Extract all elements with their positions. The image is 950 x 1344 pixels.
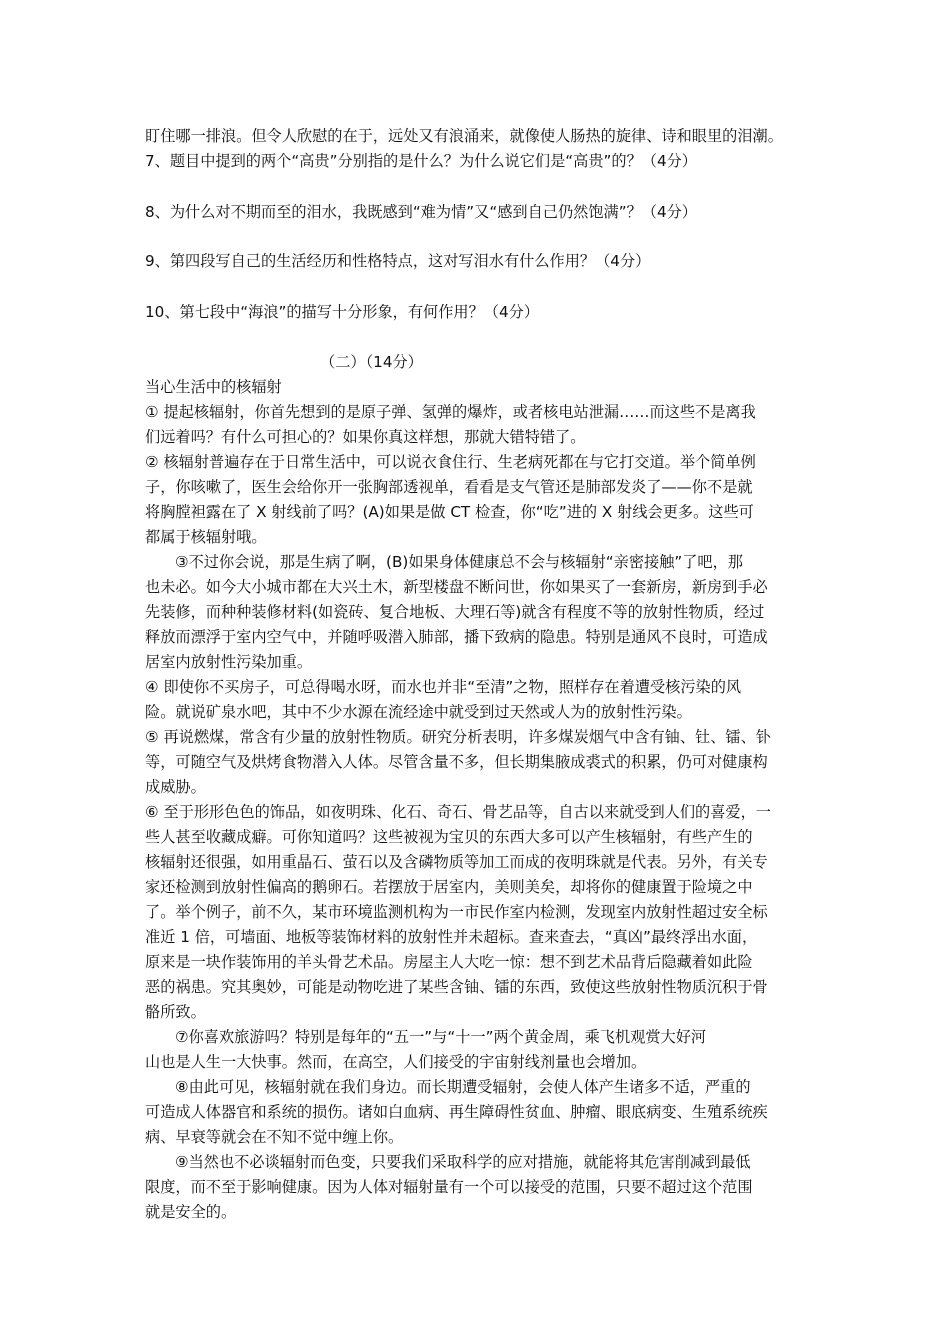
intro-line: 盯住哪一排浪。但令人欣慰的在于，远处又有浪涌来，就像使人肠热的旋律、诗和眼里的泪潮。 — [145, 127, 783, 145]
question-9: 9、第四段写自己的生活经历和性格特点，这对写泪水有什么作用？（4分） — [145, 252, 651, 270]
paragraph-line: 将胸膛袒露在了 X 射线前了吗？(A)如果是做 CT 检查，你“吃”进的 X 射线会更多。这些可 — [145, 503, 754, 521]
paragraph-line: ① 提起核辐射，你首先想到的是原子弹、氢弹的爆炸，或者核电站泄漏……而这些不是离我 — [145, 403, 756, 421]
paragraph-line: 病、早衰等就会在不知不觉中缠上你。 — [145, 1128, 404, 1146]
paragraph-line: 骼所致。 — [145, 1003, 206, 1021]
question-10: 10、第七段中“海浪”的描写十分形象，有何作用？（4分） — [145, 303, 540, 321]
article-title: 当心生活中的核辐射 — [145, 378, 282, 396]
paragraph-line: 就是安全的。 — [145, 1203, 237, 1221]
paragraph-line: 险。就说矿泉水吧，其中不少水源在流经途中就受到过天然或人为的放射性污染。 — [145, 703, 692, 721]
paragraph-line: ⑨当然也不必谈辐射而色变，只要我们采取科学的应对措施，就能将其危害削减到最低 — [175, 1153, 751, 1171]
paragraph-line: 恶的祸患。究其奥妙，可能是动物吃进了某些含铀、镭的东西，致使这些放射性物质沉积于骨 — [145, 978, 768, 996]
paragraph-line: 释放而漂浮于室内空气中，并随呼吸潜入肺部，播下致病的隐患。特别是通风不良时，可造成 — [145, 628, 768, 646]
paragraph-line: 准近 1 倍，可墙面、地板等装饰材料的放射性并未超标。查来查去，“真凶”最终浮出水面， — [145, 928, 758, 946]
paragraph-line: ③不过你会说，那是生病了啊，(B)如果身体健康总不会与核辐射“亲密接触”了吧，那 — [175, 553, 743, 571]
paragraph-line: 可造成人体器官和系统的损伤。诸如白血病、再生障碍性贫血、肿瘤、眼底病变、生殖系统疾 — [145, 1103, 768, 1121]
paragraph-line: ⑦你喜欢旅游吗？特别是每年的“五一”与“十一”两个黄金周，乘飞机观赏大好河 — [175, 1028, 707, 1046]
paragraph-line: 原来是一块作装饰用的羊头骨艺术品。房屋主人大吃一惊：想不到艺术品背后隐藏着如此险 — [145, 953, 753, 971]
paragraph-line: ⑥ 至于形形色色的饰品，如夜明珠、化石、奇石、骨艺品等，自古以来就受到人们的喜爱，一 — [145, 803, 771, 821]
paragraph-line: 子，你咳嗽了，医生会给你开一张胸部透视单，看看是支气管还是肺部发炎了——你不是就 — [145, 478, 753, 496]
question-7: 7、题目中提到的两个“高贵”分别指的是什么？为什么说它们是“高贵”的？（4分） — [145, 152, 697, 170]
paragraph-line: 核辐射还很强，如用重晶石、萤石以及含磷物质等加工而成的夜明珠就是代表。另外，有关专 — [145, 853, 768, 871]
paragraph-line: 们远着吗？有什么可担心的？如果你真这样想，那就大错特错了。 — [145, 428, 586, 446]
paragraph-line: 等，可随空气及烘烤食物潜入人体。尽管含量不多，但长期集腋成裘式的积累，仍可对健康构 — [145, 753, 768, 771]
paragraph-line: 家还检测到放射性偏高的鹅卵石。若摆放于居室内，美则美矣，却将你的健康置于险境之中 — [145, 878, 753, 896]
paragraph-line: ⑧由此可见，核辐射就在我们身边。而长期遭受辐射，会使人体产生诸多不适，严重的 — [175, 1078, 751, 1096]
paragraph-line: 山也是人生一大快事。然而，在高空，人们接受的宇宙射线剂量也会增加。 — [145, 1053, 647, 1071]
paragraph-line: 也未必。如今大小城市都在大兴土木，新型楼盘不断问世，你如果买了一套新房，新房到手必 — [145, 578, 768, 596]
question-8: 8、为什么对不期而至的泪水，我既感到“难为情”又“感到自己仍然饱满”？（4分） — [145, 203, 697, 221]
paragraph-line: 了。举个例子，前不久，某市环境监测机构为一市民作室内检测，发现室内放射性超过安全标 — [145, 903, 768, 921]
section-heading: （二）（14分） — [320, 353, 423, 371]
paragraph-line: ② 核辐射普遍存在于日常生活中，可以说衣食住行、生老病死都在与它打交道。举个简单例 — [145, 453, 756, 471]
paragraph-line: ④ 即使你不买房子，可总得喝水呀，而水也并非“至清”之物，照样存在着遭受核污染的风 — [145, 678, 742, 696]
paragraph-line: 些人甚至收藏成癖。可你知道吗？这些被视为宝贝的东西大多可以产生核辐射，有些产生的 — [145, 828, 753, 846]
paragraph-line: 限度，而不至于影响健康。因为人体对辐射量有一个可以接受的范围，只要不超过这个范围 — [145, 1178, 753, 1196]
paragraph-line: 成威胁。 — [145, 778, 206, 796]
paragraph-line: 都属于核辐射哦。 — [145, 528, 267, 546]
paragraph-line: ⑤ 再说燃煤，常含有少量的放射性物质。研究分析表明，许多煤炭烟气中含有铀、钍、镭、钋 — [145, 728, 771, 746]
paragraph-line: 先装修，而种种装修材料(如瓷砖、复合地板、大理石等)就含有程度不等的放射性物质，经过 — [145, 603, 765, 621]
paragraph-line: 居室内放射性污染加重。 — [145, 653, 313, 671]
